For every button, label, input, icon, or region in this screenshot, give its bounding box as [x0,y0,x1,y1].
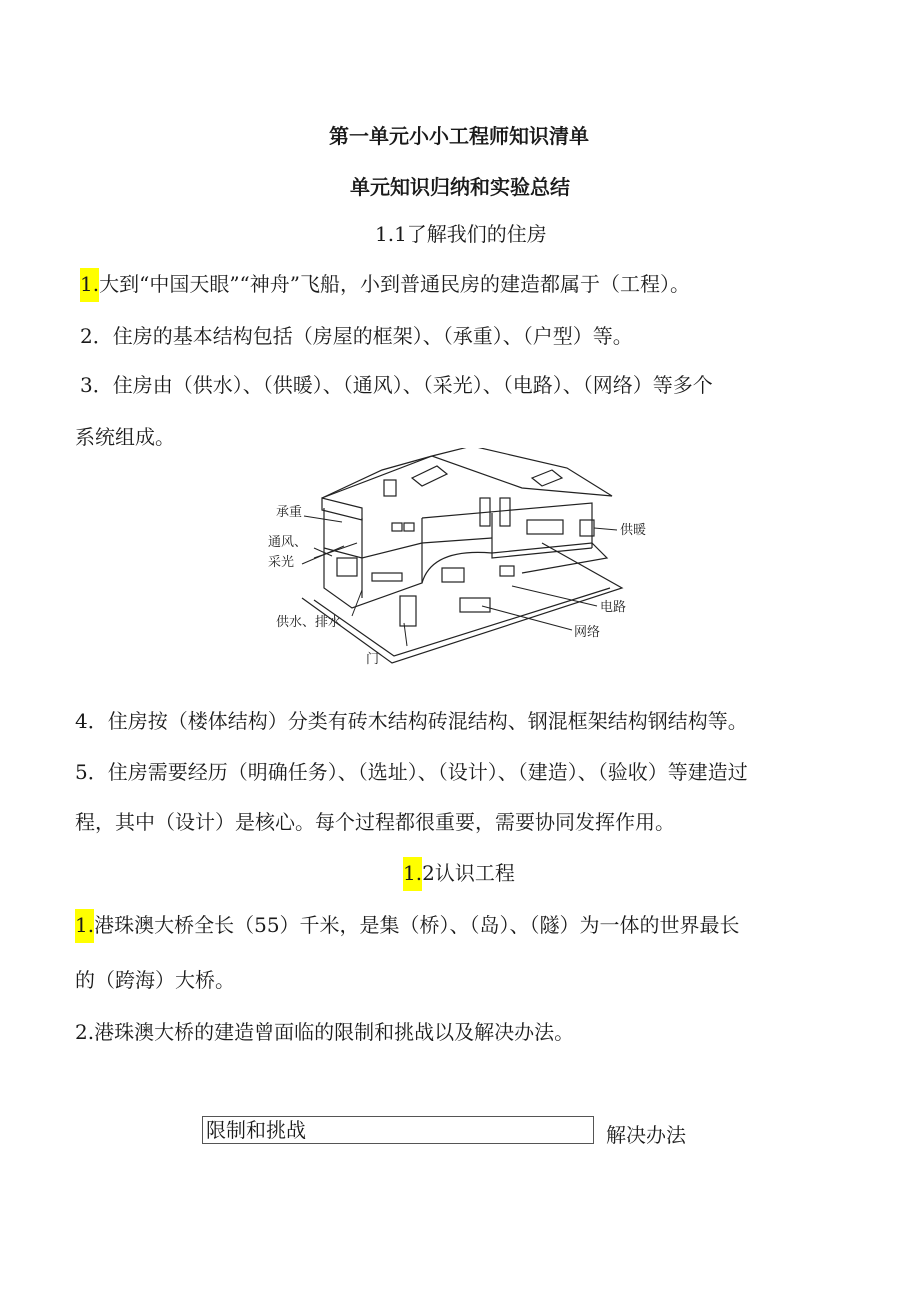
doc-title: 第一单元小小工程师知识清单 [329,124,589,148]
label-caiguang: 采光 [268,555,295,570]
label-men: 门 [366,652,380,667]
label-gongshui: 供水、排水 [276,615,342,630]
highlight-marker: 1. [75,909,94,943]
section2-item-1: 1.港珠澳大桥全长（55）千米，是集（桥）、（岛）、（隧）为一体的世界最长 [75,909,740,943]
label-tongfeng: 通风、 [268,535,308,550]
section1-item-5: 5．住房需要经历（明确任务）、（选址）、（设计）、（建造）、（验收）等建造过 [75,760,748,784]
section1-item-3: 3．住房由（供水）、（供暖）、（通风）、（采光）、（电路）、（网络）等多个 [80,373,713,397]
table-header-challenges: 限制和挑战 [202,1116,594,1144]
highlight-marker: 1. [403,857,422,891]
section1-item-4: 4．住房按（楼体结构）分类有砖木结构砖混结构、钢混框架结构钢结构等。 [75,709,748,733]
label-gongnuan: 供暖 [620,523,647,538]
section2-heading: 1.2认识工程 [403,857,515,891]
label-wangluo: 网络 [574,625,601,640]
section1-item-5-cont: 程，其中（设计）是核心。每个过程都很重要，需要协同发挥作用。 [75,810,675,834]
doc-subtitle: 单元知识归纳和实验总结 [350,175,570,199]
house-diagram [262,448,662,688]
section1-item-3-cont: 系统组成。 [75,425,175,449]
section2-item-1-cont: 的（跨海）大桥。 [75,968,235,992]
section1-item-2: 2．住房的基本结构包括（房屋的框架）、（承重）、（户型）等。 [80,324,633,348]
highlight-marker: 1. [80,268,99,302]
section1-item-1: 1.大到“中国天眼”“神舟”飞船，小到普通民房的建造都属于（工程）。 [80,268,690,302]
house-systems-illustration [262,448,662,688]
base-outline [302,543,622,663]
label-dianlu: 电路 [600,600,627,615]
section1-heading: 1.1了解我们的住房 [375,222,547,246]
label-chengzhong: 承重 [276,505,303,520]
section2-item-2: 2.港珠澳大桥的建造曾面临的限制和挑战以及解决办法。 [75,1020,575,1044]
table-header-solutions: 解决办法 [606,1123,686,1147]
